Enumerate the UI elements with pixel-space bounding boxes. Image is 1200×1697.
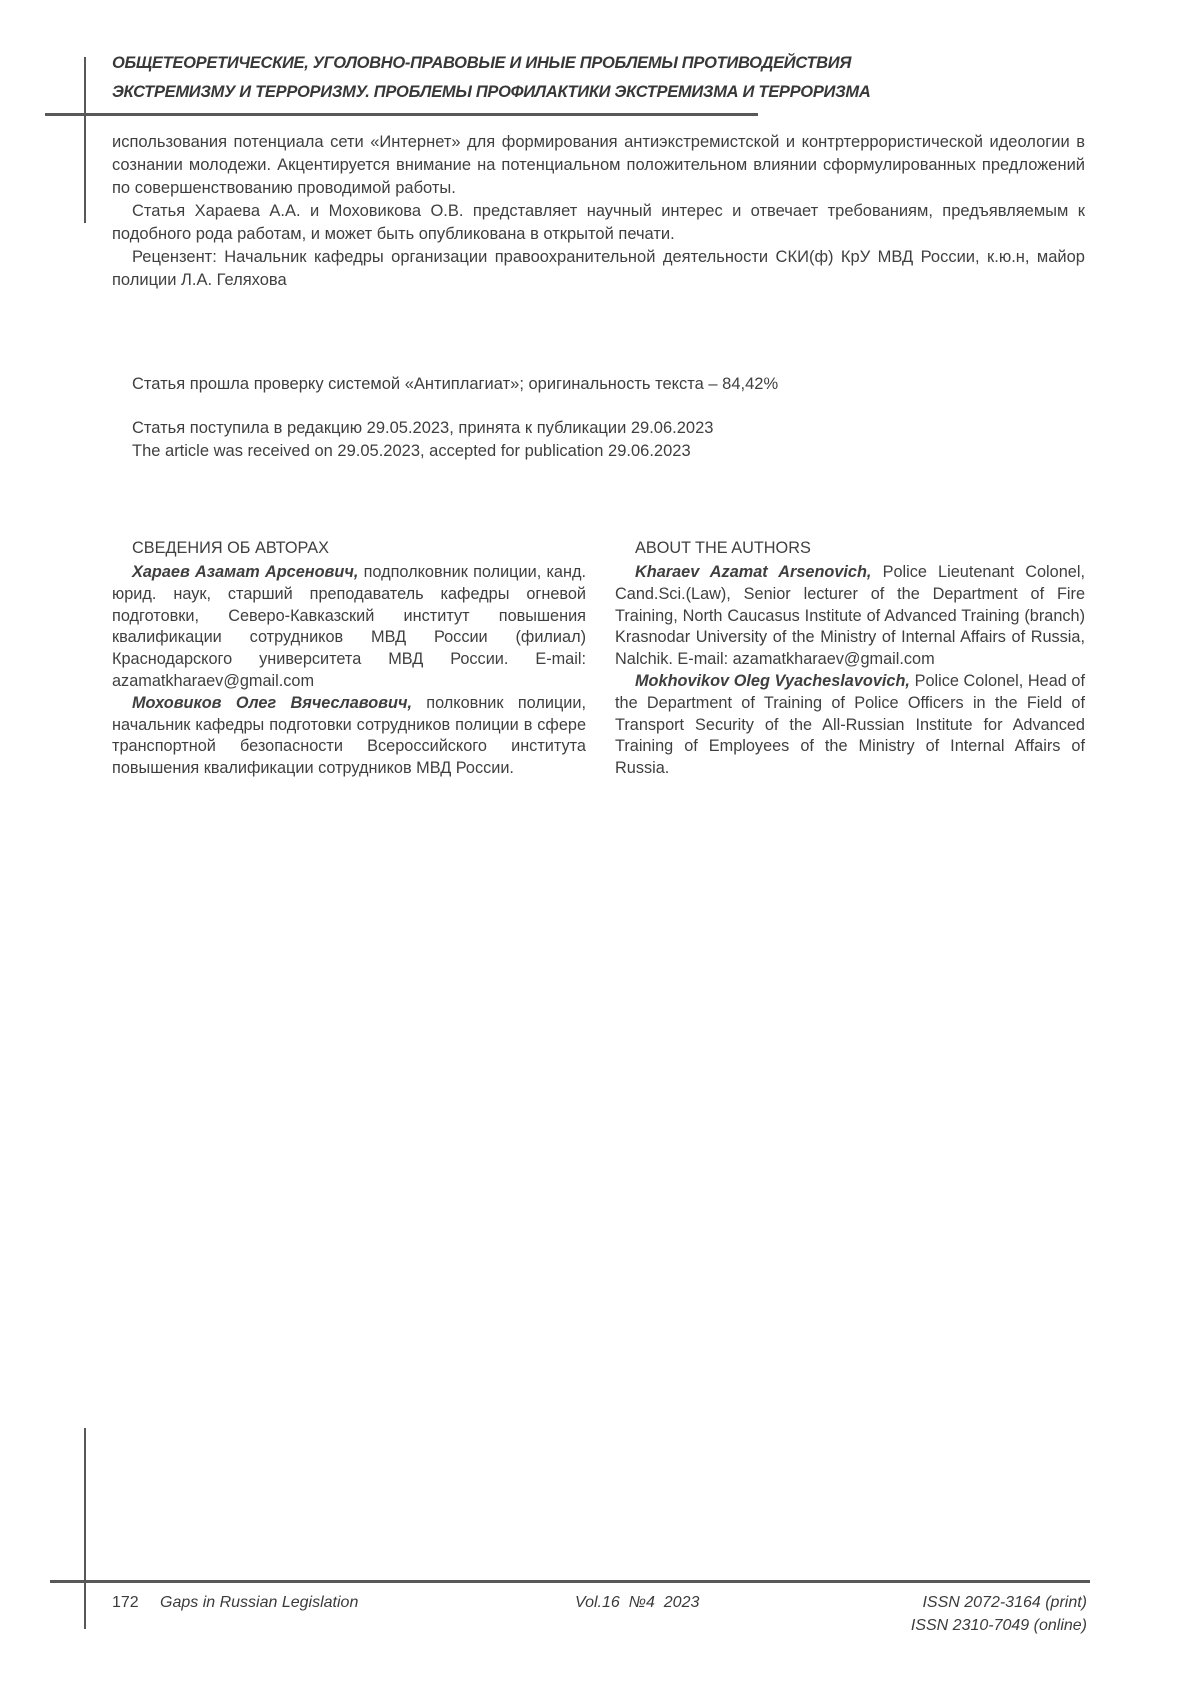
issn-print: ISSN 2072-3164 (print): [922, 1594, 1087, 1611]
footer-rule: [50, 1580, 1090, 1583]
issn-block: [911, 1591, 1087, 1637]
authors-en-heading: ABOUT THE AUTHORS: [635, 539, 811, 557]
received-date-ru: Статья поступила в редакцию 29.05.2023, принята к публикации 29.06.2023: [132, 419, 714, 437]
left-margin-line-bottom: [84, 1428, 86, 1629]
issn-online: ISSN 2310-7049 (online): [910, 1617, 1087, 1634]
left-margin-line-top: [84, 57, 86, 223]
volume-info: Vol.16 №4 2023: [575, 1594, 700, 1611]
review-paragraph: использования потенциала сети «Интернет» для формирования антиэкстремистской и контртеррористической идеологии в сознании молодежи. Акцентируется внимание на потенциальном положительном влиянии сформулированных предложений по совершенствованию проводимой работы.: [112, 133, 1085, 197]
page-number: 172: [112, 1594, 139, 1611]
authors-ru-column: [112, 537, 586, 780]
section-header: [112, 49, 1032, 107]
author-name: Mokhovikov Oleg Vyacheslavovich,: [635, 671, 910, 690]
author-bio: Police Colonel, Head of the Department of Training of Police Officers in the Field of Transport Security of the All-Russian Institute for Advanced Training of Employees of the Ministry of Internal Affairs of Russia.: [615, 671, 1086, 778]
author-entry-en: [615, 671, 1085, 780]
received-dates: [132, 417, 713, 462]
author-name: Моховиков Олег Вячеславович,: [132, 693, 412, 712]
section-header-line-2: ЭКСТРЕМИЗМУ И ТЕРРОРИЗМУ. ПРОБЛЕМЫ ПРОФИЛАКТИКИ ЭКСТРЕМИЗМА И ТЕРРОРИЗМА: [112, 83, 871, 101]
author-entry-en: [615, 562, 1085, 671]
author-bio: полковник полиции, начальник кафедры подготовки сотрудников полиции в сфере транспортной безопасности Всероссийского института повышения квалификации сотрудников МВД России.: [112, 693, 586, 778]
journal-title: Gaps in Russian Legislation: [160, 1594, 359, 1611]
received-date-en: The article was received on 29.05.2023, accepted for publication 29.06.2023: [132, 441, 691, 460]
section-header-line-1: ОБЩЕТЕОРЕТИЧЕСКИЕ, УГОЛОВНО-ПРАВОВЫЕ И ИНЫЕ ПРОБЛЕМЫ ПРОТИВОДЕЙСТВИЯ: [112, 54, 852, 72]
review-text: [112, 131, 1085, 292]
antiplagiat-note: Статья прошла проверку системой «Антиплагиат»; оригинальность текста – 84,42%: [132, 375, 779, 393]
author-bio: подполковник полиции, канд. юрид. наук, старший преподаватель кафедры огневой подготовки, Северо-Кавказский институт повышения квалификации сотрудников МВД России (филиал) Краснодарского университета МВД России. E-mail: azamatkharaev@gmail.com: [112, 563, 586, 690]
review-paragraph: Статья Хараева А.А. и Моховикова О.В. представляет научный интерес и отвечает требованиям, предъявляемым к подобного рода работам, и может быть опубликована в открытой печати.: [112, 202, 1085, 243]
author-name: Хараев Азамат Арсенович,: [132, 563, 359, 581]
author-entry-ru: [112, 693, 586, 780]
header-rule: [45, 113, 758, 116]
author-entry-ru: [112, 562, 586, 693]
review-paragraph: Рецензент: Начальник кафедры организации правоохранительной деятельности СКИ(ф) КрУ МВД России, к.ю.н, майор полиции Л.А. Геляхова: [112, 248, 1085, 289]
author-bio: Police Lieutenant Colonel, Cand.Sci.(Law), Senior lecturer of the Department of Fire Training, North Caucasus Institute of Advanced Training (branch) Krasnodar University of the Ministry of Internal Affairs of Russia, Nalchik. E-mail: azamatkharaev@gmail.com: [615, 563, 1085, 669]
authors-en-column: [615, 537, 1085, 780]
authors-ru-heading: СВЕДЕНИЯ ОБ АВТОРАХ: [132, 539, 329, 557]
author-name: Kharaev Azamat Arsenovich,: [635, 563, 872, 581]
